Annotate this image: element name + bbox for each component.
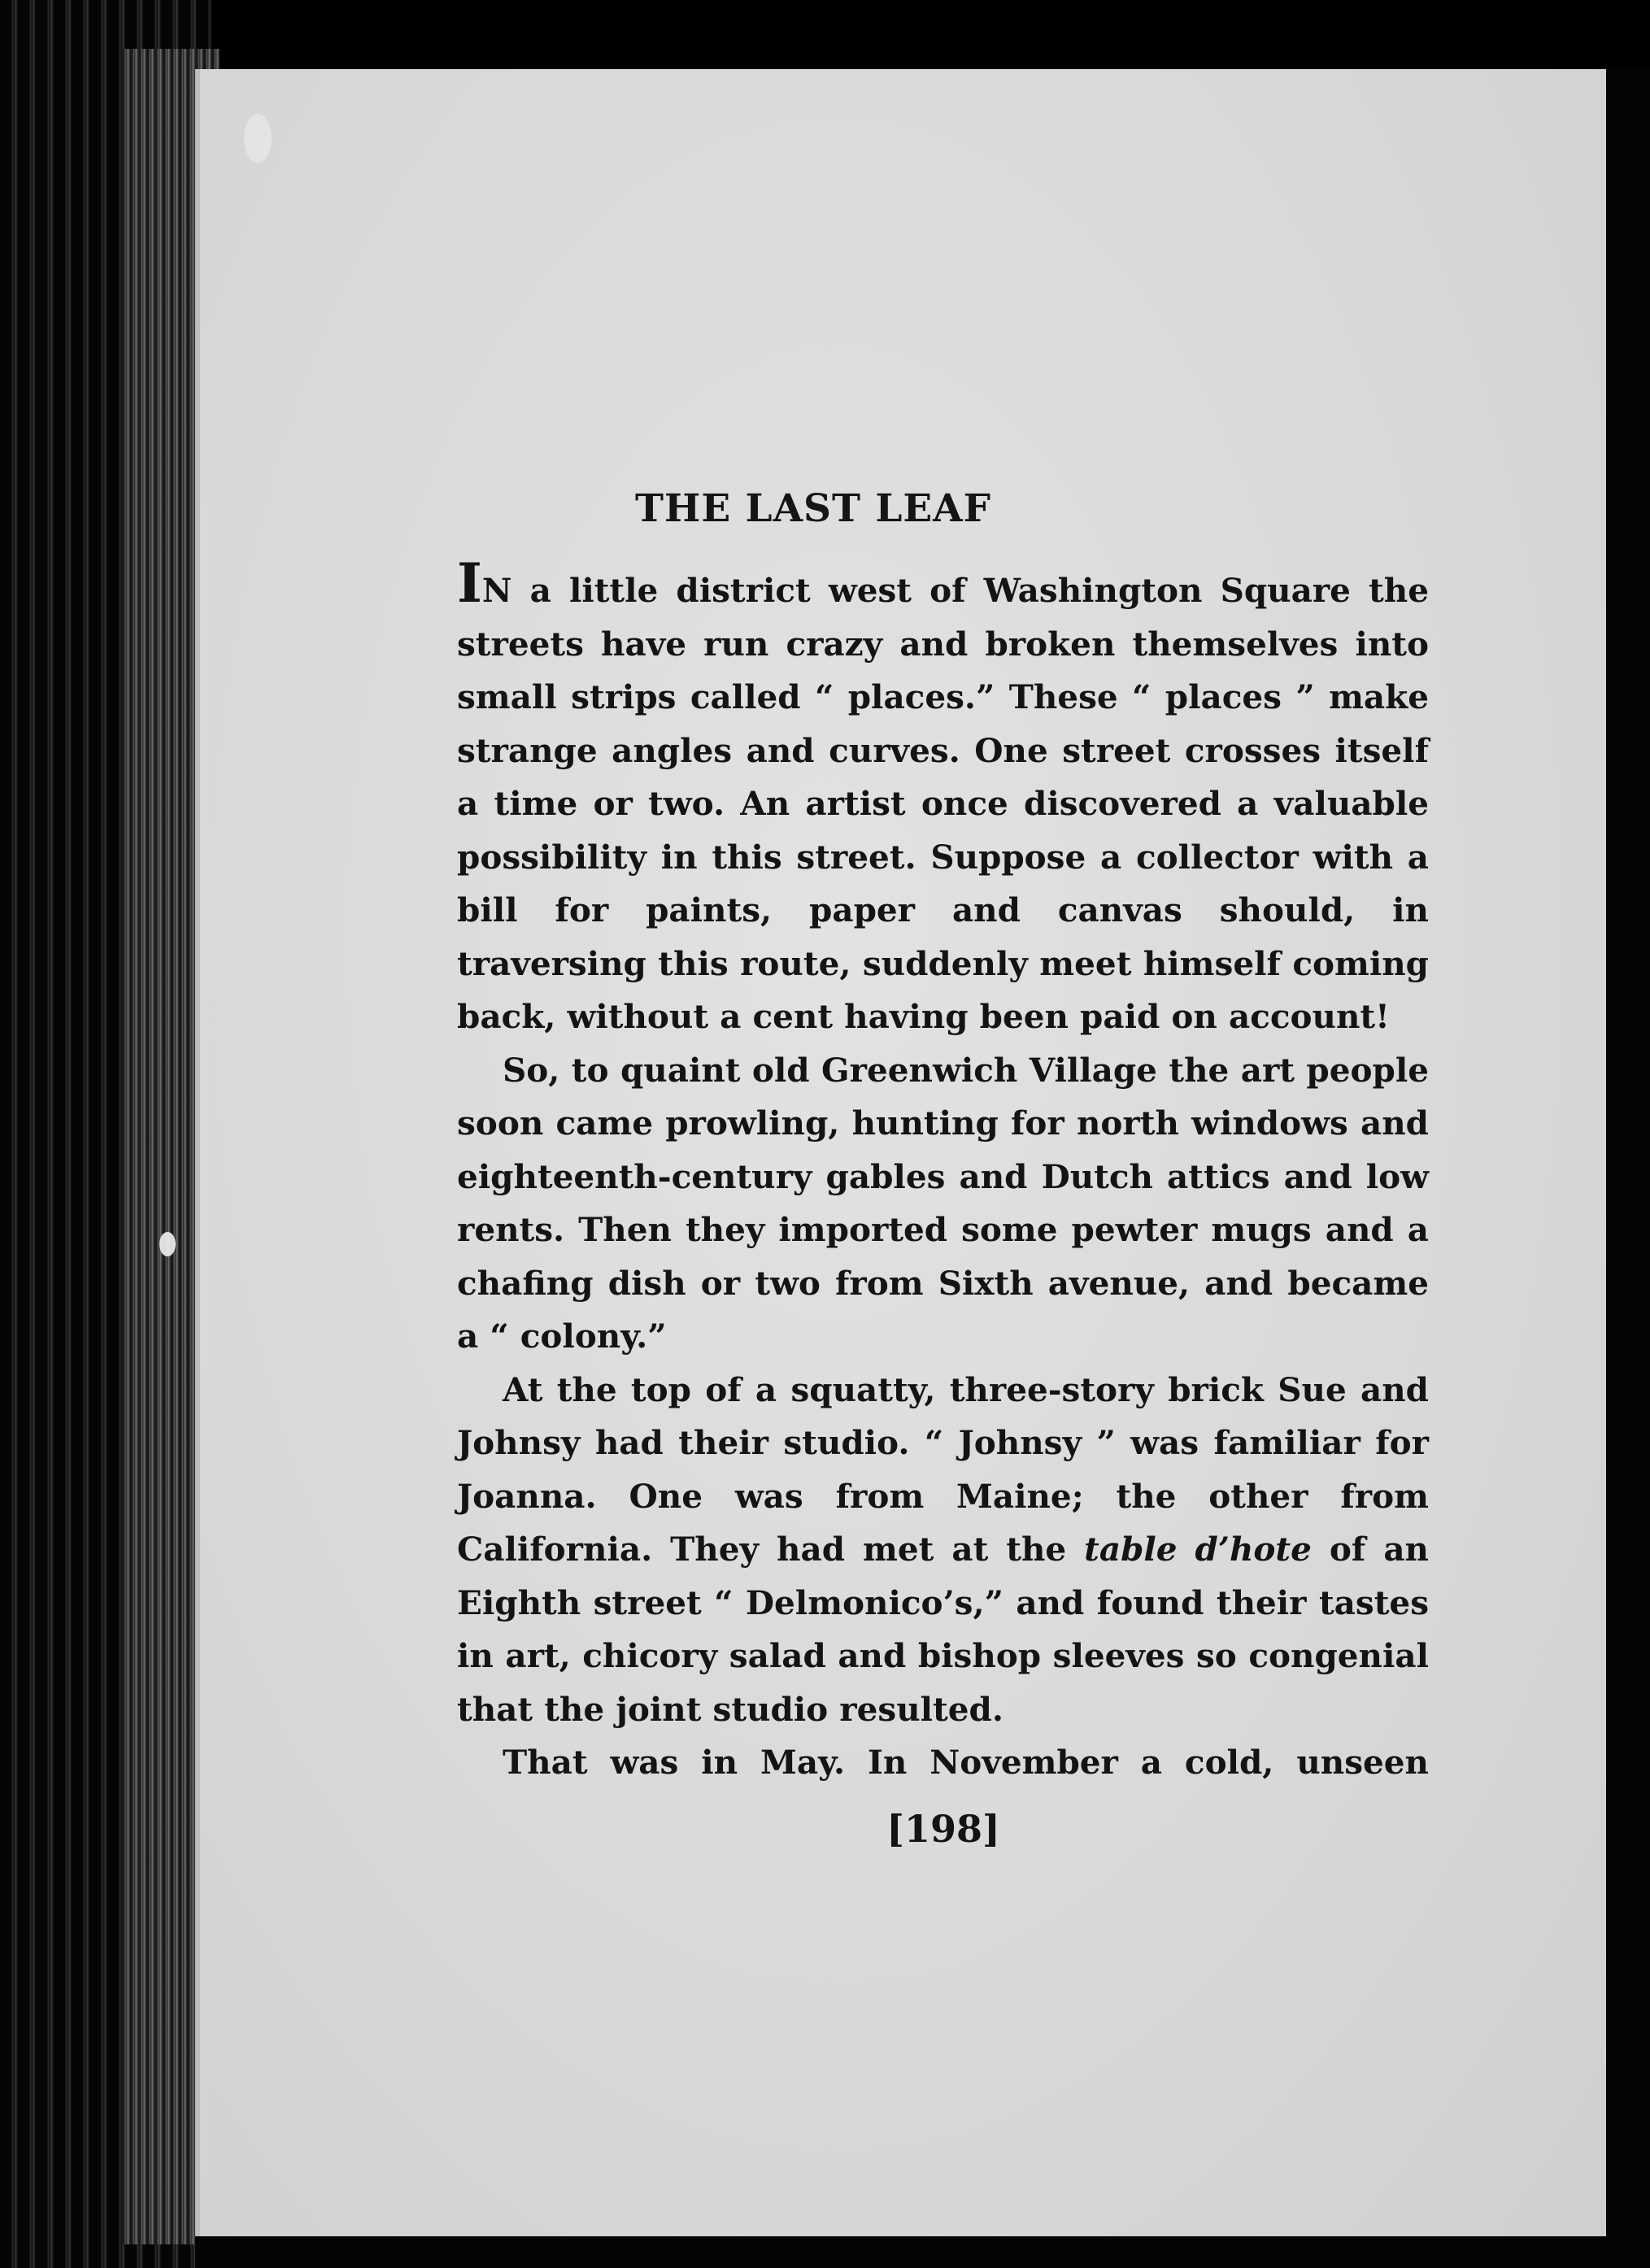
- paragraph-4: That was in May. In November a cold, unseen: [503, 1743, 1429, 1782]
- chapter-title: THE LAST LEAF: [634, 486, 992, 531]
- body-text: [457, 551, 1430, 1790]
- paper-speck: [159, 1232, 176, 1256]
- paragraph-2: So, to quaint old Greenwich Village the art people soon came prowling, hunting for north windows and eighteenth-century gables and Dutch attics and low rents. Then they imported some pewter mugs and a chafing dish or two from Sixth avenue, and became a “ colony.”: [457, 1050, 1429, 1356]
- paragraph-3-text-a: At the top of a squatty, three-story brick Sue and Johnsy had their studio. “ Johnsy ” was familiar for Joanna. One was from Maine; the other from California. They had met at the: [457, 1369, 1429, 1569]
- paragraph-1: [457, 551, 1429, 1044]
- paragraph-3: [457, 1364, 1429, 1737]
- paper-speck: [244, 114, 272, 163]
- scan-right-border: [1606, 69, 1650, 2268]
- scan-bottom-border: [195, 2236, 1650, 2268]
- scan-top-border: [0, 0, 1650, 69]
- paragraph-1-text: a little district west of Washington Square the streets have run crazy and broken themselves into small strips called “ places.” These “ places ” make strange angles and curves. One street crosses itself a time or two. An artist once discovered a valuable possibility in this street. Suppose a collector with a bill for paints, paper and canvas should, in traversing this route, suddenly meet himself coming back, without a cent having been paid on account!: [457, 571, 1429, 1036]
- paragraph-3-text-b: of an Eighth street “ Delmonico’s,” and found their tastes in art, chicory salad and bishop sleeves so congenial that the joint studio resulted.: [457, 1530, 1430, 1729]
- drop-cap: I: [457, 551, 482, 615]
- lead-letter: N: [481, 572, 512, 610]
- page-number: [198]: [886, 1807, 1000, 1851]
- paragraph-3-italic: table d’hote: [1084, 1530, 1312, 1569]
